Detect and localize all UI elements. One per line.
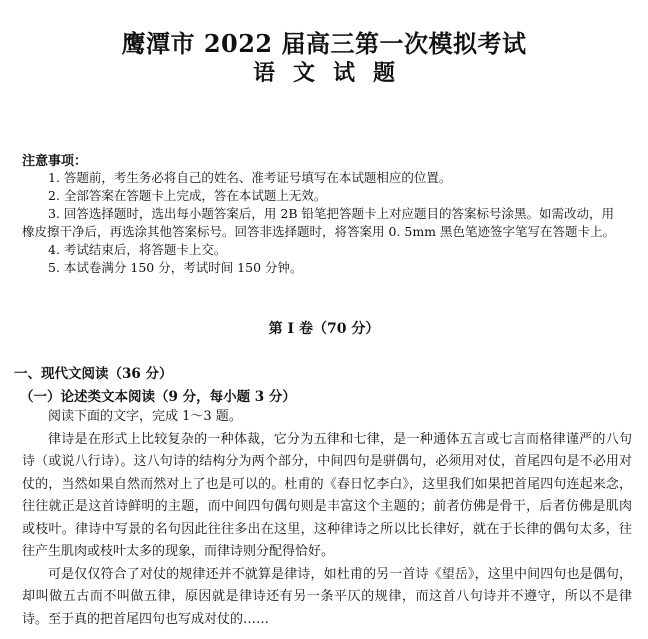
notice-list: [22, 169, 622, 277]
subpart-title: （一）论述类文本阅读（9 分，每小题 3 分）: [20, 389, 296, 405]
exam-subtitle: 语文试题: [252, 60, 413, 86]
reading-passage: [22, 406, 632, 631]
notice-item: 1. 答题前，考生务必将自己的姓名、准考证号填写在本试题相应的位置。: [48, 170, 452, 185]
passage-paragraph: 可是仅仅符合了对仗的规律还并不就算是律诗，如杜甫的另一首诗《望岳》，这里中间四句也是偶句，却叫做五古而不叫做五律，原因就是律诗还有另一条平仄的规律，而这首八句诗并不遵守，所以不是律诗。至于真的把首尾四句也写成对仗的……: [22, 566, 632, 627]
exam-title: 鹰潭市 2022 届高三第一次模拟考试: [121, 29, 527, 58]
passage-paragraph: 律诗是在形式上比较复杂的一种体裁，它分为五律和七律，是一种通体五言或七言而格律谨严的八句诗（或说八行诗）。这八句诗的结构分为两个部分，中间四句是骈偶句，必须用对仗，首尾四句是不必用对仗的，当然如果自然而然对上了也是可以的。杜甫的《春日忆李白》，这里我们如果把首尾四句连起来念，往往就正是这首诗鲜明的主题，而中间四句偶句则是丰富这个主题的；前者仿佛是骨干，后者仿佛是肌肉或枝叶。律诗中写景的名句因此往往多出在这里，这种律诗之所以比长律好，就在于长律的偶句太多，往往产生肌肉或枝叶太多的现象，而律诗则分配得恰好。: [22, 431, 632, 559]
passage-instruction: 阅读下面的文字，完成 1～3 题。: [48, 409, 242, 424]
notice-item: 4. 考试结束后，将答题卡上交。: [48, 242, 227, 257]
section-title: 第 I 卷（70 分）: [268, 321, 380, 337]
part-title: 一、现代文阅读（36 分）: [14, 366, 173, 382]
notice-item: 5. 本试卷满分 150 分，考试时间 150 分钟。: [48, 260, 303, 275]
notice-item: 3. 回答选择题时，选出每小题答案后，用 2B 铅笔把答题卡上对应题目的答案标号涂黑。如需改动，用橡皮擦干净后，再选涂其他答案标号。回答非选择题时，将答案用 0. 5mm 黑色笔迹签字笔写在答题卡上。: [22, 206, 616, 239]
notice-item: 2. 全部答案在答题卡上完成，答在本试题上无效。: [48, 188, 327, 203]
notice-heading: 注意事项：: [22, 154, 88, 169]
